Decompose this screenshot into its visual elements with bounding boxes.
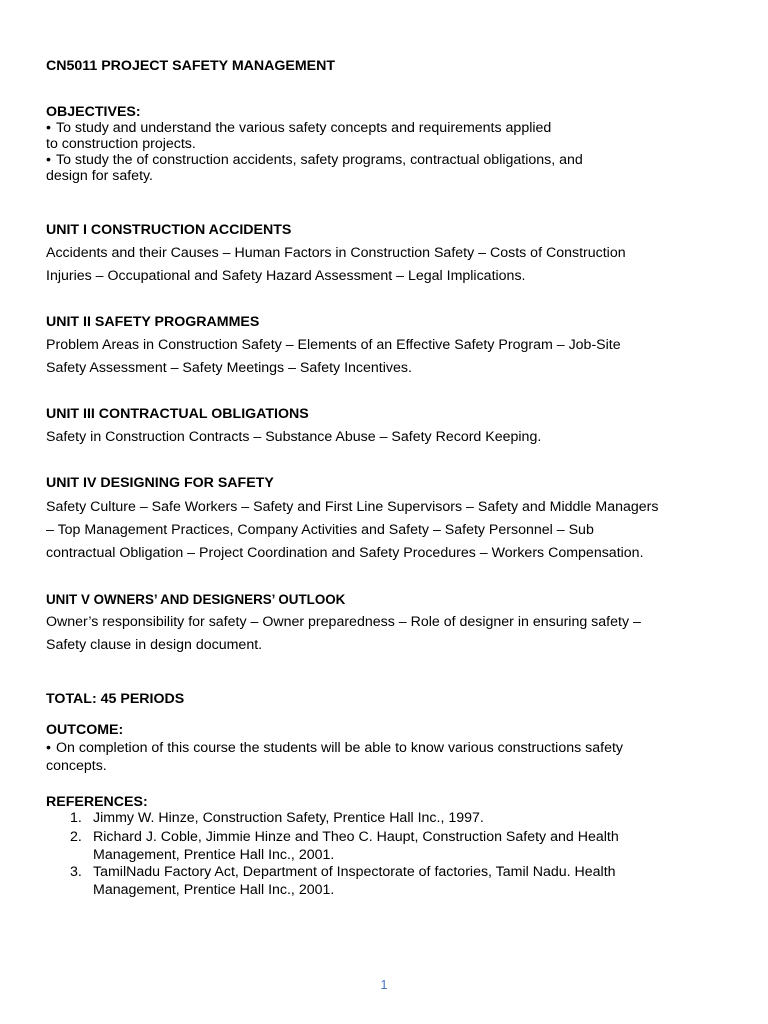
- outcome-item: [46, 740, 623, 757]
- reference-text: [93, 864, 663, 899]
- unit-4-text-line: – Top Management Practices, Company Activities and Safety – Safety Personnel – Sub: [46, 522, 594, 538]
- outcome-text: On completion of this course the students will be able to know various constructions safety: [56, 740, 624, 756]
- reference-line: Management, Prentice Hall Inc., 2001.: [93, 881, 335, 898]
- objective-item-1: [46, 120, 551, 137]
- reference-line: Management, Prentice Hall Inc., 2001.: [93, 846, 335, 863]
- reference-text: [93, 829, 663, 864]
- reference-text: [93, 810, 663, 828]
- outcome-heading: OUTCOME:: [46, 722, 124, 738]
- reference-line: Richard J. Coble, Jimmie Hinze and Theo C. Haupt, Construction Safety and Health: [93, 829, 619, 845]
- unit-5-heading: UNIT V OWNERS’ AND DESIGNERS’ OUTLOOK: [46, 592, 346, 607]
- total-periods: TOTAL: 45 PERIODS: [46, 691, 185, 707]
- unit-4-text-line: Safety Culture – Safe Workers – Safety and First Line Supervisors – Safety and Middle Managers: [46, 499, 659, 515]
- references-heading: REFERENCES:: [46, 794, 148, 810]
- document-title: CN5011 PROJECT SAFETY MANAGEMENT: [46, 58, 336, 74]
- objective-text: To study the of construction accidents, safety programs, contractual obligations, and: [56, 152, 583, 168]
- objective-item-1-continuation: to construction projects.: [46, 136, 196, 152]
- unit-3-text-line: Safety in Construction Contracts – Substance Abuse – Safety Record Keeping.: [46, 429, 542, 445]
- objective-item-2: [46, 152, 583, 169]
- unit-2-text-line: Problem Areas in Construction Safety – Elements of an Effective Safety Program – Job-Site: [46, 337, 621, 353]
- reference-line: Jimmy W. Hinze, Construction Safety, Prentice Hall Inc., 1997.: [93, 810, 484, 826]
- reference-line: TamilNadu Factory Act, Department of Inspectorate of factories, Tamil Nadu. Health: [93, 864, 616, 880]
- unit-1-text-line: Accidents and their Causes – Human Factors in Construction Safety – Costs of Construction: [46, 245, 626, 261]
- objective-text: To study and understand the various safety concepts and requirements applied: [56, 120, 552, 136]
- reference-number: 3.: [70, 864, 82, 880]
- outcome-item-continuation: concepts.: [46, 758, 107, 774]
- unit-5-text-line: Owner’s responsibility for safety – Owner preparedness – Role of designer in ensuring safety –: [46, 614, 641, 630]
- bullet-icon: •: [46, 152, 51, 168]
- unit-1-text-line: Injuries – Occupational and Safety Hazard Assessment – Legal Implications.: [46, 268, 526, 284]
- bullet-icon: •: [46, 740, 51, 756]
- bullet-icon: •: [46, 120, 51, 136]
- unit-4-text-line: contractual Obligation – Project Coordination and Safety Procedures – Workers Compensation.: [46, 545, 644, 561]
- unit-4-heading: UNIT IV DESIGNING FOR SAFETY: [46, 475, 274, 491]
- page-number: 1: [380, 978, 388, 992]
- unit-2-heading: UNIT II SAFETY PROGRAMMES: [46, 314, 260, 330]
- unit-2-text-line: Safety Assessment – Safety Meetings – Safety Incentives.: [46, 360, 412, 376]
- objective-item-2-continuation: design for safety.: [46, 168, 153, 184]
- unit-5-text-line: Safety clause in design document.: [46, 637, 263, 653]
- reference-number: 1.: [70, 810, 82, 826]
- reference-number: 2.: [70, 829, 82, 845]
- unit-1-heading: UNIT I CONSTRUCTION ACCIDENTS: [46, 222, 292, 238]
- unit-3-heading: UNIT III CONTRACTUAL OBLIGATIONS: [46, 406, 309, 422]
- objectives-heading: OBJECTIVES:: [46, 104, 141, 120]
